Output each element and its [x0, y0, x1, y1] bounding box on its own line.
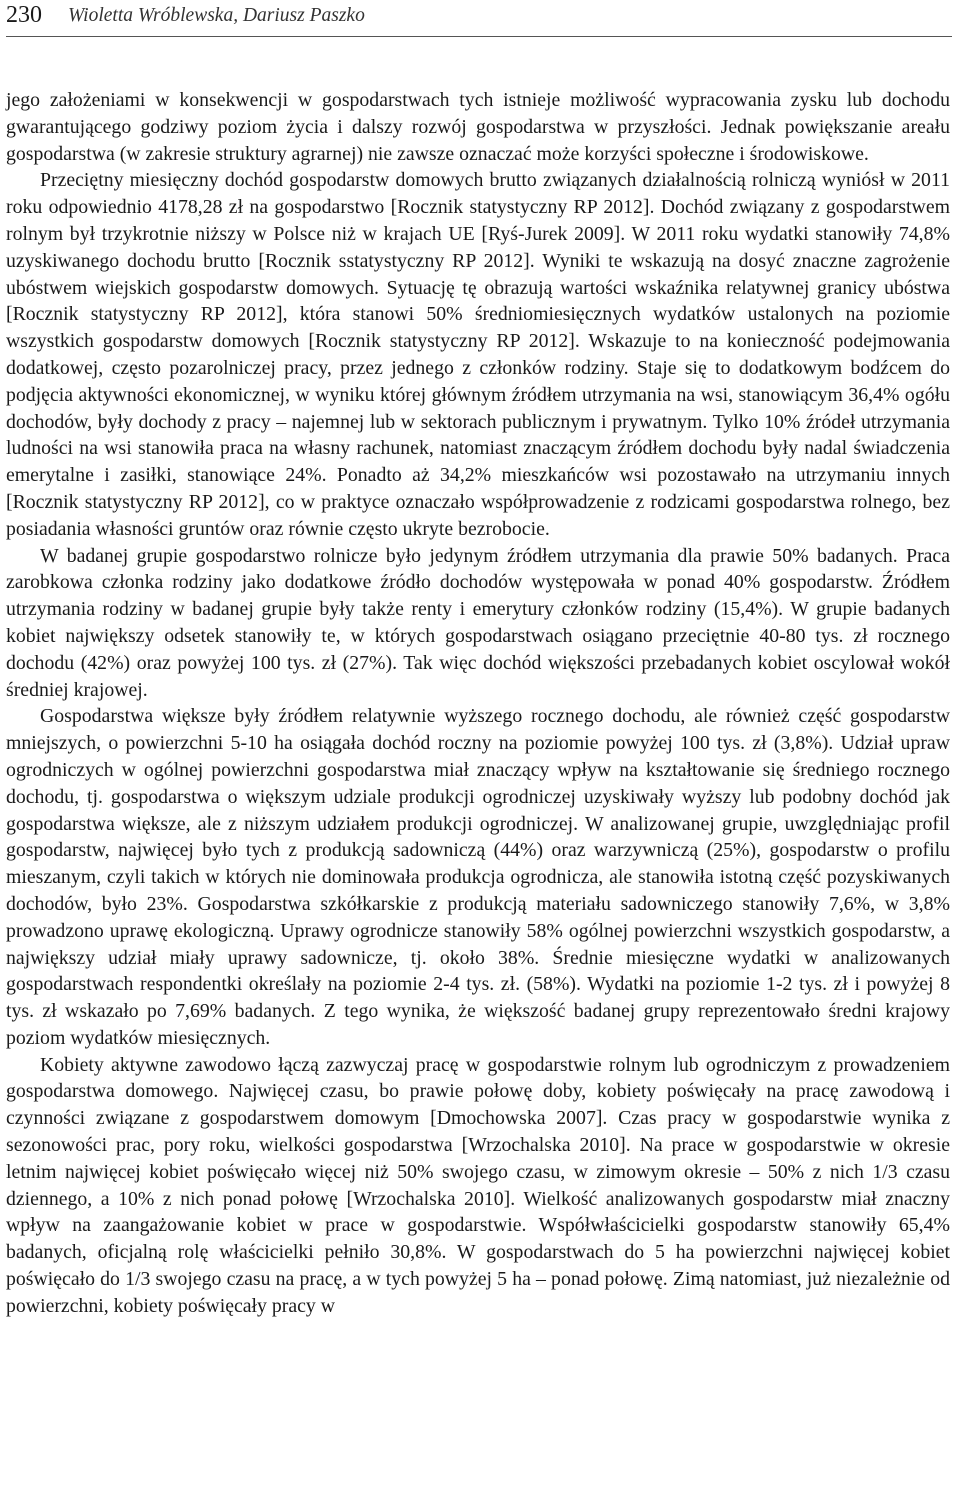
- paragraph: jego założeniami w konsekwencji w gospodarstwach tych istnieje możliwość wypracowania zysku lub dochodu gwarantującego godziwy poziom życia i dalszy rozwój gospodarstwa w przyszłości. Jednak powiększanie areału gospodarstwa (w zakresie struktury agrarnej) nie zawsze oznaczać może korzyści społeczne i środowiskowe.: [6, 89, 950, 165]
- page-header: [6, 0, 952, 37]
- paragraph: Gospodarstwa większe były źródłem relatywnie wyższego rocznego dochodu, ale również część gospodarstw mniejszych, o powierzchni 5-10 ha osiągała dochód roczny na poziomie powyżej 100 tys. zł (3,8%). Udział upraw ogrodniczych w ogólnej powierzchni gospodarstwa miał znaczący wpływ na kształtowanie się średniego rocznego dochodu, tj. gospodarstwa o większym udziale produkcji ogrodniczej uzyskiwały wyższy lub podobny dochód jak gospodarstwa większe, ale z niższym udziałem produkcji ogrodniczej. W analizowanej grupie, uwzględniając profil gospodarstw, najwięcej było tych z produkcją sadowniczą (44%) oraz warzywniczą (25%), gospodarstw o profilu mieszanym, czyli takich w których nie dominowała produkcja ogrodnicza, ale stanowiła istotną część pozyskiwanych dochodów, było 23%. Gospodarstwa szkółkarskie z produkcją materiału sadowniczego stanowiły 7,6%, w 3,8% prowadzono uprawę ekologiczną. Uprawy ogrodnicze stanowiły 58% ogólnej powierzchni wszystkich gospodarstw, a największy udział miały uprawy sadownicze, tj. około 38%. Średnie miesięczne wydatki w analizowanych gospodarstwach respondentki określały na poziomie 2-4 tys. zł. (58%). Wydatki na poziomie 1-2 tys. zł i powyżej 8 tys. zł wskazało po 7,69% badanych. Z tego wynika, że większość badanej grupy reprezentowało średni krajowy poziom wydatków miesięcznych.: [6, 705, 950, 1049]
- body-text: [6, 87, 950, 1320]
- running-head: Wioletta Wróblewska, Dariusz Paszko: [68, 5, 365, 26]
- paragraph: Kobiety aktywne zawodowo łączą zazwyczaj pracę w gospodarstwie rolnym lub ogrodniczym z prowadzeniem gospodarstwa domowego. Najwięcej czasu, bo prawie połowę doby, kobiety poświęcały na pracę zawodową i czynności związane z gospodarstwem domowym [Dmochowska 2007]. Czas pracy w gospodarstwie wynika z sezonowości prac, pory roku, wielkości gospodarstwa [Wrzochalska 2010]. Na prace w gospodarstwie w okresie letnim najwięcej kobiet poświęcało więcej niż 50% swojego czasu, w zimowym okresie – 50% z nich 1/3 czasu dziennego, a 10% z nich ponad połowę [Wrzochalska 2010]. Wielkość analizowanych gospodarstw miał znaczny wpływ na zaangażowanie kobiet w prace w gospodarstwie. Współwłaścicielki gospodarstw stanowiły 65,4% badanych, oficjalną rolę właścicielki pełniło 30,8%. W gospodarstwach do 5 ha powierzchni najwięcej kobiet poświęcało do 1/3 swojego czasu na pracę, a w tych powyżej 5 ha – ponad połowę. Zimą natomiast, już niezależnie od powierzchni, kobiety poświęcały pracy w: [6, 1053, 950, 1317]
- page-number: 230: [6, 2, 42, 28]
- paragraph: W badanej grupie gospodarstwo rolnicze było jedynym źródłem utrzymania dla prawie 50% badanych. Praca zarobkowa członka rodziny jako dodatkowe źródło dochodów występowała w ponad 40% gospodarstw. Źródłem utrzymania rodziny w badanej grupie były także renty i emerytury członków rodziny (15,4%). W grupie badanych kobiet największy odsetek stanowiły te, w których gospodarstwach osiągano przeciętnie 40-80 tys. zł rocznego dochodu (42%) oraz powyżej 100 tys. zł (27%). Tak więc dochód większości przebadanych kobiet oscylował wokół średniej krajowej.: [6, 544, 950, 701]
- paragraph: Przeciętny miesięczny dochód gospodarstw domowych brutto związanych działalnością rolniczą wyniósł w 2011 roku odpowiednio 4178,28 zł na gospodarstwo [Rocznik statystyczny RP 2012]. Dochód związany z gospodarstwem rolnym był trzykrotnie niższy w Polsce niż w krajach UE [Ryś-Jurek 2009]. W 2011 roku wydatki stanowiły 74,8% uzyskiwanego dochodu brutto [Rocznik sstatystyczny RP 2012]. Wyniki te wskazują na dosyć znaczne zagrożenie ubóstwem wiejskich gospodarstw domowych. Sytuację tę obrazują wartości wskaźnika relatywnej granicy ubóstwa [Rocznik statystyczny RP 2012], która stanowi 50% średniomiesięcznych wydatków ustalonych na poziomie wszystkich gospodarstw domowych [Rocznik statystyczny RP 2012]. Wskazuje to na konieczność podejmowania dodatkowej, często pozarolniczej pracy, przez jednego z członków rodziny. Staje się to dodatkowym bodźcem do podjęcia aktywności ekonomicznej, w wyniku której głównym źródłem utrzymania na wsi, stanowiącym 36,4% ogółu dochodów, były dochody z pracy – najemnej lub w sektorach publicznym i prywatnym. Tylko 10% źródeł utrzymania ludności na wsi stanowiła praca na własny rachunek, natomiast znaczącym źródłem dochodu były nadal świadczenia emerytalne i zasiłki, stanowiące 24%. Ponadto aż 34,2% mieszkańców wsi pozostawało na utrzymaniu innych [Rocznik statystyczny RP 2012], co w praktyce oznaczało współprowadzenie z rodzicami gospodarstwa rolnego, bez posiadania własności gruntów oraz równie często ukryte bezrobocie.: [6, 169, 950, 540]
